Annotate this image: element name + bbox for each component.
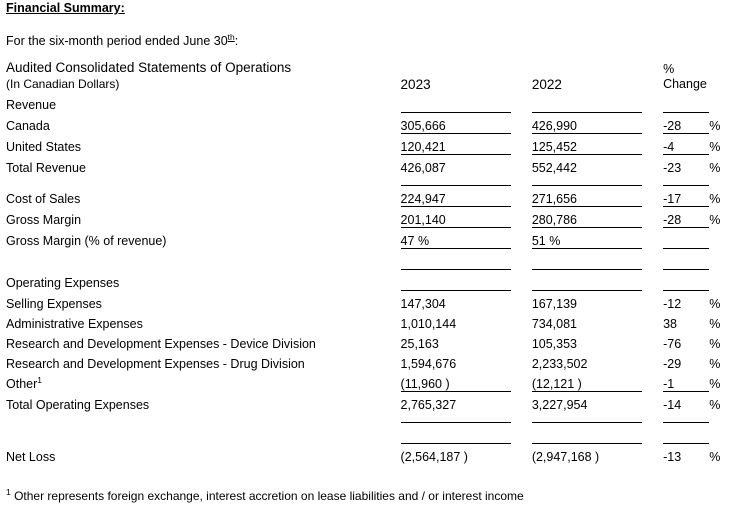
footnote-marker: 1 (37, 374, 42, 385)
row-value-2023: (2,564,187 ) (400, 449, 468, 464)
table-row (6, 207, 733, 227)
row-change-symbol: % (709, 316, 721, 331)
table-row (6, 228, 733, 248)
row-value-2022: 426,990 (531, 118, 577, 133)
row-label: Research and Development Expenses - Device Division (6, 336, 316, 351)
row-label: Operating Expenses (6, 275, 120, 290)
row-value-2022 (532, 270, 642, 290)
row-change-symbol (709, 228, 733, 248)
intro-superscript: th (227, 32, 235, 42)
row-label: United States (6, 139, 82, 154)
row-label: Net Loss (6, 449, 56, 464)
row-value-2022: 552,442 (531, 160, 577, 175)
header-gap-1 (511, 60, 532, 92)
row-change (663, 228, 709, 248)
row-value-2023: 147,304 (400, 296, 446, 311)
row-label: Selling Expenses (6, 296, 102, 311)
column-header-2023: 2023 (400, 76, 431, 92)
row-change: -28 (663, 118, 682, 133)
row-value-2023: 1,010,144 (400, 316, 457, 331)
financial-statements-table (6, 60, 733, 464)
row-label: Gross Margin (6, 212, 82, 227)
intro-prefix: For the six-month period ended June 30 (6, 34, 228, 49)
row-value-2022: 3,227,954 (531, 397, 588, 412)
table-row (6, 351, 733, 371)
row-change: -12 (663, 296, 682, 311)
row-value-2022 (532, 92, 642, 112)
change-header-line2: Change (663, 76, 707, 91)
row-change: -14 (663, 397, 682, 412)
row-change-symbol: % (709, 336, 721, 351)
table-row (6, 331, 733, 351)
row-value-2022: 2,233,502 (531, 356, 588, 371)
row-change: -23 (663, 160, 682, 175)
row-change: -4 (663, 139, 675, 154)
row-value-2023: 201,140 (400, 212, 446, 227)
row-label: Revenue (6, 97, 57, 112)
row-change: -17 (663, 191, 682, 206)
row-change-symbol: % (709, 397, 721, 412)
header-gap-2 (642, 60, 663, 92)
row-change-symbol: % (709, 118, 721, 133)
row-change-symbol: % (709, 191, 721, 206)
row-change-symbol: % (709, 160, 721, 175)
row-value-2023: 25,163 (400, 336, 439, 351)
row-label: Total Revenue (6, 160, 86, 175)
row-label: Other$^1$ (6, 374, 42, 391)
row-change-symbol: % (709, 449, 721, 464)
row-label: Cost of Sales (6, 191, 81, 206)
row-value-2022: 125,452 (531, 139, 577, 154)
footnote-text: Other represents foreign exchange, interest accretion on lease liabilities and / or interest income (10, 489, 524, 503)
row-change (663, 92, 709, 112)
row-label: Total Operating Expenses (6, 397, 150, 412)
row-label: Canada (6, 118, 50, 133)
row-label: Administrative Expenses (6, 316, 143, 331)
page-title: Financial Summary: (6, 1, 125, 15)
table-row (6, 134, 733, 154)
row-value-2023: 1,594,676 (400, 356, 457, 371)
row-value-2023 (401, 92, 511, 112)
intro-text (6, 32, 238, 48)
row-value-2022: 734,081 (531, 316, 577, 331)
row-value-2022: 280,786 (531, 212, 577, 227)
row-value-2023 (401, 270, 511, 290)
table-row (6, 371, 733, 391)
intro-suffix: : (234, 34, 239, 49)
row-value-2022: 51 % (531, 233, 561, 248)
row-change-symbol: % (709, 296, 721, 311)
percent-symbol: % (417, 233, 430, 248)
row-value-2023: 305,666 (400, 118, 446, 133)
blank-row (6, 249, 733, 269)
row-change: -29 (663, 356, 682, 371)
row-value-2023: (11,960 ) (400, 376, 450, 391)
row-change: -28 (663, 212, 682, 227)
row-change: 38 (663, 316, 677, 331)
row-change: -76 (663, 336, 682, 351)
heading-main: Audited Consolidated Statements of Operations (6, 60, 292, 75)
heading-subtitle: (In Canadian Dollars) (6, 76, 120, 91)
row-change-symbol: % (709, 376, 721, 391)
footnote (6, 487, 524, 503)
row-change: -13 (663, 449, 682, 464)
table-heading-title (6, 60, 401, 92)
table-row (6, 92, 733, 112)
table-row (6, 291, 733, 311)
row-change-symbol: % (709, 139, 721, 154)
row-value-2022: (2,947,168 ) (531, 449, 600, 464)
table-row (6, 186, 733, 206)
row-label: Research and Development Expenses - Drug Division (6, 356, 305, 371)
row-label: Gross Margin (% of revenue) (6, 233, 167, 248)
row-value-2022: 167,139 (531, 296, 577, 311)
row-value-2022: (12,121 ) (531, 376, 582, 391)
table-row (6, 392, 733, 412)
row-change-symbol (709, 92, 733, 112)
row-value-2023: 2,765,327 (400, 397, 457, 412)
percent-symbol: % (549, 233, 561, 248)
column-header-change (663, 60, 733, 92)
row-change-symbol: % (709, 212, 721, 227)
row-value-2022: 105,353 (531, 336, 577, 351)
table-header-row (6, 60, 733, 92)
row-value-2023: 120,421 (400, 139, 446, 154)
row-value-2023: 426,087 (400, 160, 446, 175)
row-change-symbol: % (709, 356, 721, 371)
row-change (663, 270, 709, 290)
table-row (6, 270, 733, 290)
row-value-2023: 47 % (400, 233, 430, 248)
row-value-2022: 271,656 (531, 191, 577, 206)
table-row (6, 113, 733, 133)
blank-row (6, 423, 733, 443)
row-change-symbol (709, 270, 733, 290)
footnote-marker: 1 (6, 487, 11, 497)
table-row (6, 155, 733, 175)
column-header-2022: 2022 (531, 76, 562, 92)
table-row (6, 444, 733, 464)
change-header-line1: % (663, 61, 675, 76)
table-row (6, 311, 733, 331)
row-change: -1 (663, 376, 675, 391)
spacer-row (6, 175, 733, 185)
row-value-2023: 224,947 (400, 191, 446, 206)
spacer-row (6, 412, 733, 422)
